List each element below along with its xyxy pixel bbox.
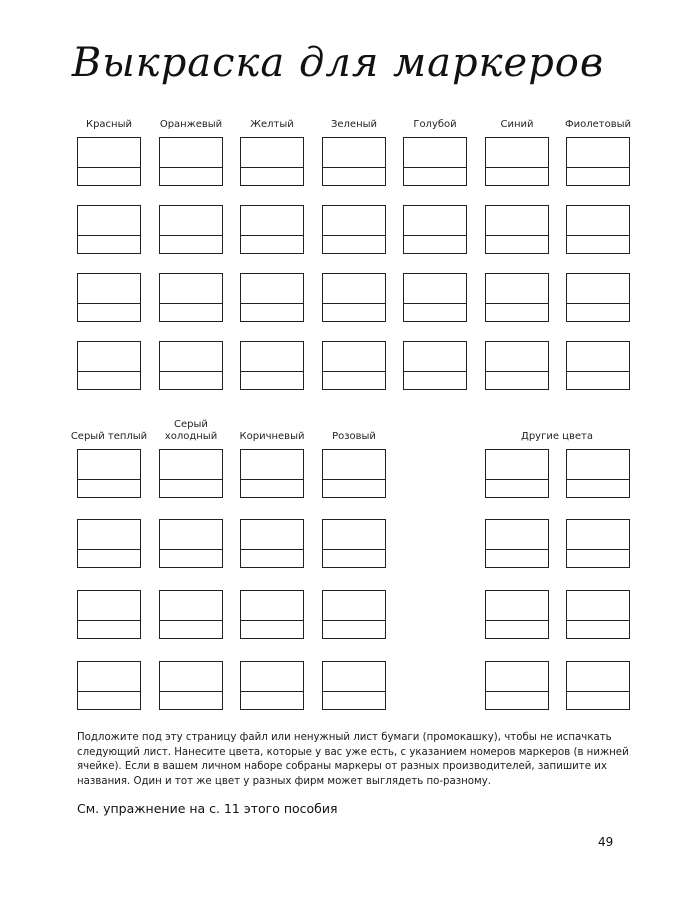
swatch-cell [240,205,304,254]
swatch-cell [159,273,223,322]
swatch-cell [485,661,549,710]
swatch-cell [159,205,223,254]
swatch-cell [77,661,141,710]
swatch-cell [322,341,386,390]
swatch-cell [485,137,549,186]
label-blue: Синий [500,119,534,130]
label-orange: Оранжевый [159,119,223,130]
exercise-reference: См. упражнение на с. 11 этого пособия [77,801,338,816]
page-number: 49 [598,835,614,849]
swatch-cell [322,449,386,498]
label-other-colors: Другие цвета [521,431,593,442]
label-yellow: Желтый [250,119,294,130]
label-light-blue: Голубой [413,119,457,130]
label-warm-gray: Серый теплый [70,431,148,442]
swatch-cell [566,519,630,568]
swatch-cell [240,341,304,390]
swatch-cell [77,519,141,568]
swatch-cell [322,661,386,710]
swatch-cell [322,519,386,568]
swatch-cell [159,137,223,186]
swatch-cell [77,273,141,322]
label-brown: Коричневый [239,431,305,442]
swatch-cell [240,449,304,498]
instructions-text: Подложите под эту страницу файл или ненужный лист бумаги (промокашку), чтобы не испачкать следующий лист. Нанесите цвета, которые у вас уже есть, с указанием номеров маркеров (в нижней ячейке). Если в вашем личном наборе собраны маркеры от разных производителей, запишите их названия. Один и тот же цвет у разных фирм может выглядеть по-разному. [77,732,629,787]
swatch-cell [566,341,630,390]
label-violet: Фиолетовый [564,119,631,130]
label-cool-gray: Серый холодный [164,419,218,442]
swatch-cell [159,661,223,710]
page-title: Выкраска для маркеров [71,40,605,86]
swatch-cell [403,137,467,186]
swatch-cell [322,205,386,254]
swatch-cell [403,273,467,322]
swatch-cell [159,590,223,639]
swatch-cell [77,341,141,390]
swatch-cell [403,205,467,254]
swatch-cell [240,590,304,639]
swatch-cell [159,519,223,568]
swatch-cell [485,341,549,390]
swatch-cell [240,273,304,322]
swatch-cell [322,137,386,186]
swatch-cell [566,273,630,322]
swatch-cell [485,205,549,254]
swatch-cell [403,341,467,390]
swatch-cell [159,341,223,390]
swatch-cell [485,590,549,639]
label-pink: Розовый [332,431,376,442]
swatch-cell [322,590,386,639]
swatch-cell [485,449,549,498]
label-green: Зеленый [330,119,378,130]
swatch-cell [77,590,141,639]
swatch-cell [566,205,630,254]
swatch-cell [485,519,549,568]
swatch-cell [566,449,630,498]
swatch-cell [77,137,141,186]
label-red: Красный [85,119,132,130]
swatch-cell [566,590,630,639]
swatch-cell [322,273,386,322]
swatch-cell [240,137,304,186]
swatch-cell [566,661,630,710]
swatch-cell [566,137,630,186]
swatch-cell [485,273,549,322]
swatch-cell [159,449,223,498]
swatch-cell [77,449,141,498]
swatch-cell [240,519,304,568]
swatch-cell [240,661,304,710]
swatch-cell [77,205,141,254]
